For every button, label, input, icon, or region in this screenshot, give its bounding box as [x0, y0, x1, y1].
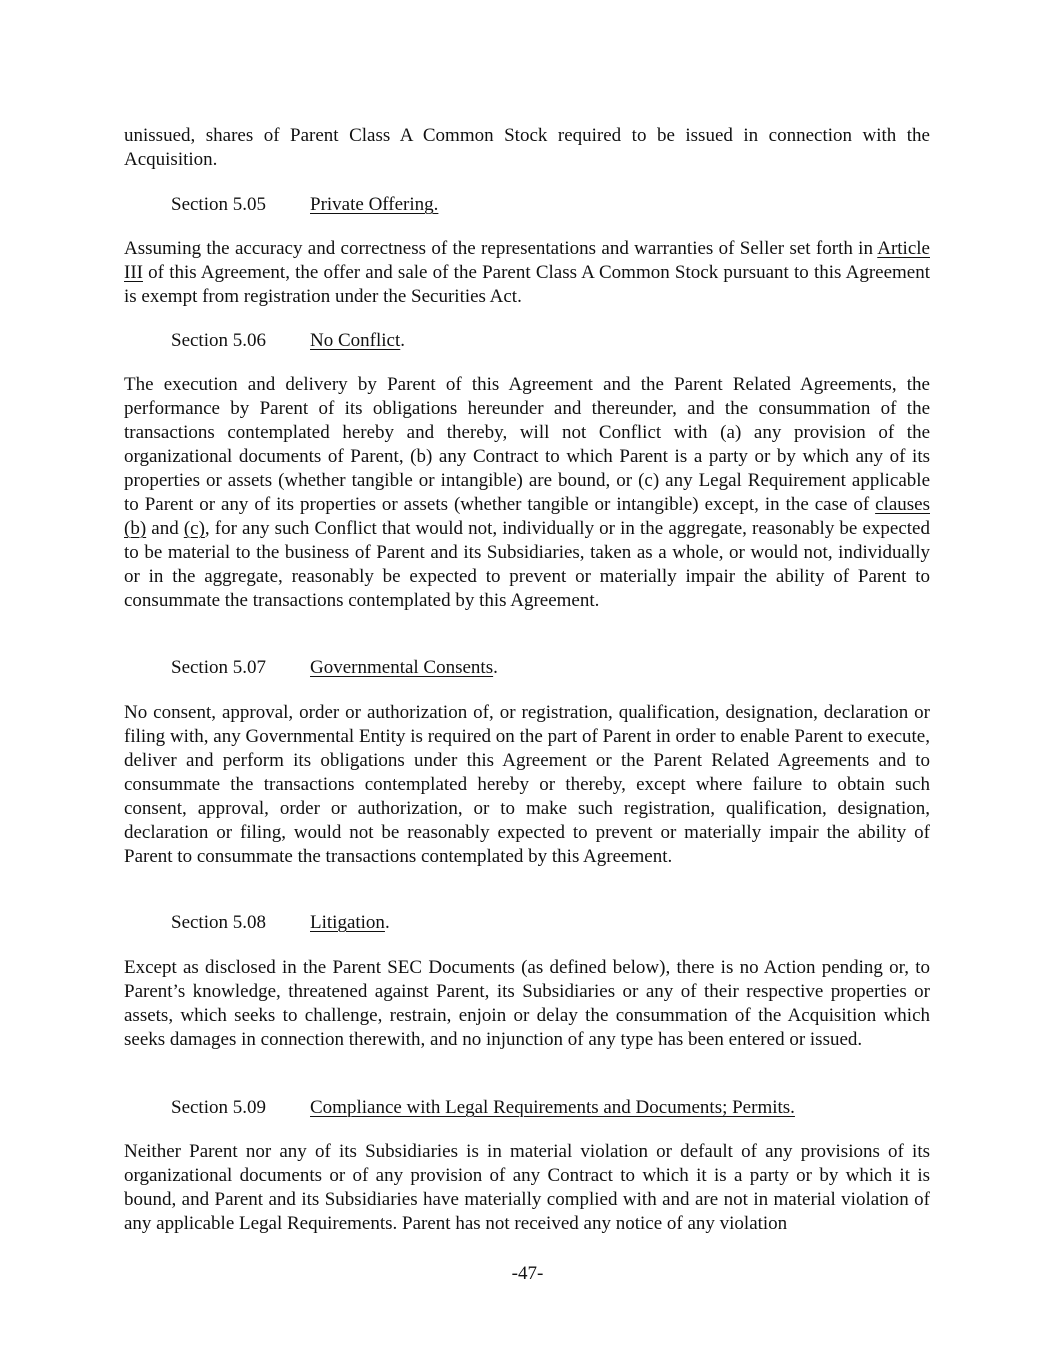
paragraph-text: The execution and delivery by Parent of this Agreement and the Parent Related Agreements, the performance by Parent of its obligations hereunder and thereunder, and the consummation of the transactions contemplated hereby and thereby, will not Conflict with (a) any provision of the organizational documents of Parent, (b) any Contract to which Parent is a party or by which any of its properties or assets (whether tangible or intangible) are bound, or (c) any Legal Requirement applicable to Parent or any of its properties or assets (whether tangible or intangible) except, in the case of — [124, 374, 930, 515]
section-number: Section 5.05 — [171, 194, 266, 215]
section-title: Litigation — [310, 912, 385, 933]
article-reference: Article III — [124, 238, 930, 283]
section-number: Section 5.07 — [171, 657, 266, 678]
section-title: Private Offering. — [310, 194, 439, 215]
paragraph-text: and — [146, 518, 184, 539]
paragraph-text: , for any such Conflict that would not, individually or in the aggregate, reasonably be expected to be material to the business of Parent and its Subsidiaries, taken as a whole, or would not, individually or in the aggregate, reasonably be expected to prevent or materially impair the ability of Parent to consummate the transactions contemplated by this Agreement. — [124, 518, 930, 611]
paragraph-continuation: unissued, shares of Parent Class A Common Stock required to be issued in connection with the Acquisition. — [124, 125, 930, 170]
section-title-suffix: . — [400, 330, 405, 351]
page-number: -47- — [511, 1263, 544, 1284]
section-heading-5-07 — [171, 656, 498, 680]
section-title-suffix: . — [384, 912, 390, 933]
clause-reference: (c) — [183, 518, 205, 539]
section-title: No Conflict — [310, 330, 401, 351]
section-number: Section 5.06 — [171, 330, 266, 351]
section-title: Governmental Consents — [310, 657, 494, 678]
section-title: Compliance with Legal Requirements and Documents; Permits. — [310, 1097, 795, 1118]
paragraph-compliance: Neither Parent nor any of its Subsidiaries is in material violation or default of any provisions of its organizational documents or of any provision of any Contract to which it is a party or by which it is bound, and Parent and its Subsidiaries have materially complied with and are not in material violation of any applicable Legal Requirements. Parent has not received any notice of any violation — [124, 1141, 930, 1234]
section-heading-5-06 — [171, 329, 405, 353]
section-number: Section 5.09 — [171, 1097, 266, 1118]
section-number: Section 5.08 — [171, 912, 266, 933]
paragraph-private-offering — [124, 237, 930, 309]
section-title-suffix: . — [493, 657, 498, 678]
section-heading-5-08 — [171, 911, 390, 935]
paragraph-no-conflict — [124, 373, 930, 613]
paragraph-text: Assuming the accuracy and correctness of the representations and warranties of Seller set forth in — [124, 238, 878, 259]
section-heading-5-05 — [171, 193, 438, 217]
paragraph-governmental-consents: No consent, approval, order or authorization of, or registration, qualification, designation, declaration or filing with, any Governmental Entity is required on the part of Parent in order to enable Parent to execute, deliver and perform its obligations under this Agreement or the Parent Related Agreements and to consummate the transactions contemplated hereby or thereby, except where failure to obtain such consent, approval, order or authorization, or to make such registration, qualification, designation, declaration or filing, would not be reasonably expected to prevent or materially impair the ability of Parent to consummate the transactions contemplated by this Agreement. — [124, 702, 930, 867]
paragraph-text: of this Agreement, the offer and sale of the Parent Class A Common Stock pursuant to this Agreement is exempt from registration under the Securities Act. — [124, 262, 930, 307]
clause-reference: clauses (b) — [124, 494, 930, 539]
section-heading-5-09 — [171, 1096, 795, 1120]
paragraph-litigation: Except as disclosed in the Parent SEC Documents (as defined below), there is no Action pending or, to Parent’s knowledge, threatened against Parent, its Subsidiaries or any of their respective properties or assets, which seeks to challenge, restrain, enjoin or delay the consummation of the Acquisition which seeks damages in connection therewith, and no injunction of any type has been entered or issued. — [124, 957, 930, 1050]
